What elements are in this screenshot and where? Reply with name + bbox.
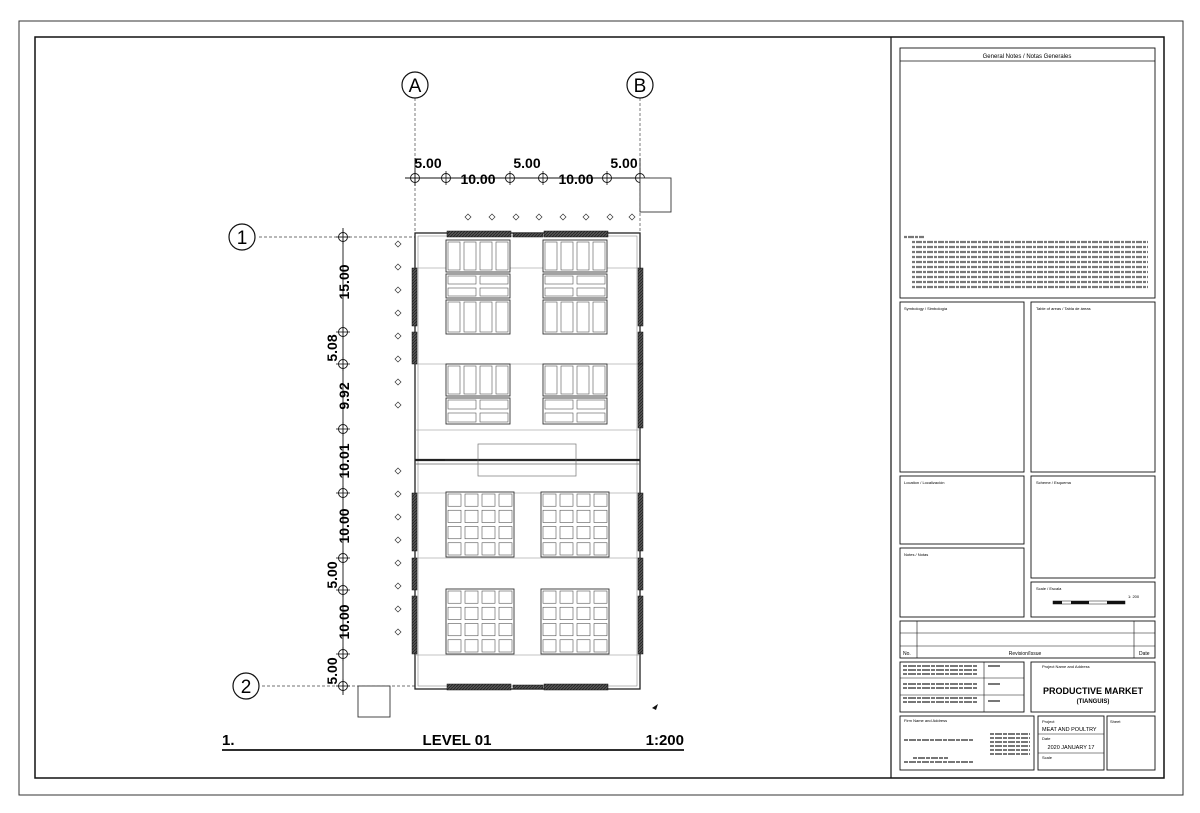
column-marker bbox=[395, 560, 401, 566]
top-dimension-chain bbox=[405, 155, 650, 187]
column-marker bbox=[513, 214, 519, 220]
column-marker bbox=[629, 214, 635, 220]
revision-no-header: No. bbox=[903, 651, 911, 657]
revision-date-header: Date bbox=[1139, 651, 1150, 657]
grid-label-b: B bbox=[633, 76, 647, 97]
grid-bubble-a bbox=[402, 72, 428, 98]
location-title: Location / Localización bbox=[904, 480, 945, 485]
table-of-areas-panel bbox=[1031, 302, 1155, 472]
title-block bbox=[900, 48, 1155, 770]
project-name-label: Project Name and Address bbox=[1042, 664, 1090, 669]
column-marker bbox=[395, 379, 401, 385]
grid-bubble-1 bbox=[229, 224, 255, 250]
column-marker bbox=[395, 310, 401, 316]
dim-left-6: 5.00 bbox=[324, 561, 340, 589]
project-info-panel bbox=[1038, 716, 1104, 770]
floor-plan bbox=[222, 72, 684, 750]
general-notes-title: General Notes / Notas Generales bbox=[982, 54, 1072, 60]
scheme-title: Scheme / Esquema bbox=[1036, 480, 1071, 485]
dim-top-4: 10.00 bbox=[558, 171, 594, 187]
team-credits bbox=[903, 666, 1000, 702]
dim-left-5: 10.00 bbox=[336, 508, 352, 544]
sheet-label: Sheet bbox=[1110, 719, 1121, 724]
column-marker bbox=[395, 468, 401, 474]
column-marker bbox=[560, 214, 566, 220]
symbology-panel bbox=[900, 302, 1024, 472]
grid-label-a: A bbox=[408, 76, 422, 97]
dim-left-4: 10.01 bbox=[336, 443, 352, 479]
grid-label-1: 1 bbox=[236, 228, 248, 249]
location-panel bbox=[900, 476, 1024, 544]
dim-top-5: 5.00 bbox=[610, 155, 638, 171]
column-marker bbox=[395, 514, 401, 520]
dim-left-3: 9.92 bbox=[336, 382, 352, 410]
column-marker bbox=[536, 214, 542, 220]
view-number: 1. bbox=[222, 732, 235, 749]
dim-left-2: 5.08 bbox=[324, 334, 340, 362]
dim-left-7: 10.00 bbox=[336, 604, 352, 640]
column-marker bbox=[395, 333, 401, 339]
view-name: LEVEL 01 bbox=[422, 732, 492, 749]
scale-label-2: Scale bbox=[1042, 755, 1053, 760]
column-marker bbox=[395, 241, 401, 247]
dim-left-1: 15.00 bbox=[336, 264, 352, 300]
notes-title: Notes / Notas bbox=[904, 552, 929, 557]
column-marker bbox=[395, 537, 401, 543]
grid-label-2: 2 bbox=[240, 677, 252, 698]
dim-left-8: 5.00 bbox=[324, 657, 340, 685]
column-marker bbox=[489, 214, 495, 220]
north-arrow-icon bbox=[652, 704, 658, 710]
dim-top-2: 10.00 bbox=[460, 171, 496, 187]
grid-bubble-2 bbox=[233, 673, 259, 699]
column-marker bbox=[395, 264, 401, 270]
revision-table bbox=[900, 621, 1155, 658]
grid-bubble-b bbox=[627, 72, 653, 98]
notes-panel bbox=[900, 548, 1024, 617]
project-label: Project bbox=[1042, 719, 1055, 724]
project-name: PRODUCTIVE MARKET bbox=[1042, 686, 1144, 696]
column-marker bbox=[395, 606, 401, 612]
column-marker bbox=[395, 491, 401, 497]
view-scale: 1:200 bbox=[645, 732, 684, 749]
general-notes-panel bbox=[900, 48, 1155, 298]
scheme-panel bbox=[1031, 476, 1155, 578]
sheet-panel bbox=[1107, 716, 1155, 770]
dim-top-1: 5.00 bbox=[414, 155, 442, 171]
column-marker bbox=[583, 214, 589, 220]
column-marker bbox=[607, 214, 613, 220]
project-value: MEAT AND POULTRY bbox=[1042, 727, 1097, 733]
revision-issue-header: Revision/Issue bbox=[1008, 651, 1042, 657]
project-subtitle: (TIANGUIS) bbox=[1076, 699, 1110, 705]
firm-address bbox=[904, 734, 1030, 762]
column-marker bbox=[465, 214, 471, 220]
table-of-areas-title: Table of areas / Tabla de áreas bbox=[1036, 306, 1091, 311]
general-notes-text bbox=[904, 237, 1148, 287]
date-value: 2020 JANUARY 17 bbox=[1047, 745, 1095, 751]
column-marker bbox=[395, 356, 401, 362]
annex-box-top bbox=[640, 178, 671, 212]
symbology-title: Symbology / Simbología bbox=[904, 306, 948, 311]
date-label: Date bbox=[1042, 736, 1051, 741]
scale-title: Scale / Escala bbox=[1036, 586, 1062, 591]
scale-value: 1: 200 bbox=[1128, 594, 1140, 599]
dim-top-3: 5.00 bbox=[513, 155, 541, 171]
column-marker bbox=[395, 402, 401, 408]
firm-label: Firm Name and Address bbox=[904, 718, 948, 723]
column-marker bbox=[395, 583, 401, 589]
left-dimension-chain bbox=[324, 228, 352, 695]
column-marker bbox=[395, 629, 401, 635]
graphic-scale-bar bbox=[1053, 601, 1125, 604]
column-marker bbox=[395, 287, 401, 293]
annex-box-bottom bbox=[358, 686, 390, 717]
